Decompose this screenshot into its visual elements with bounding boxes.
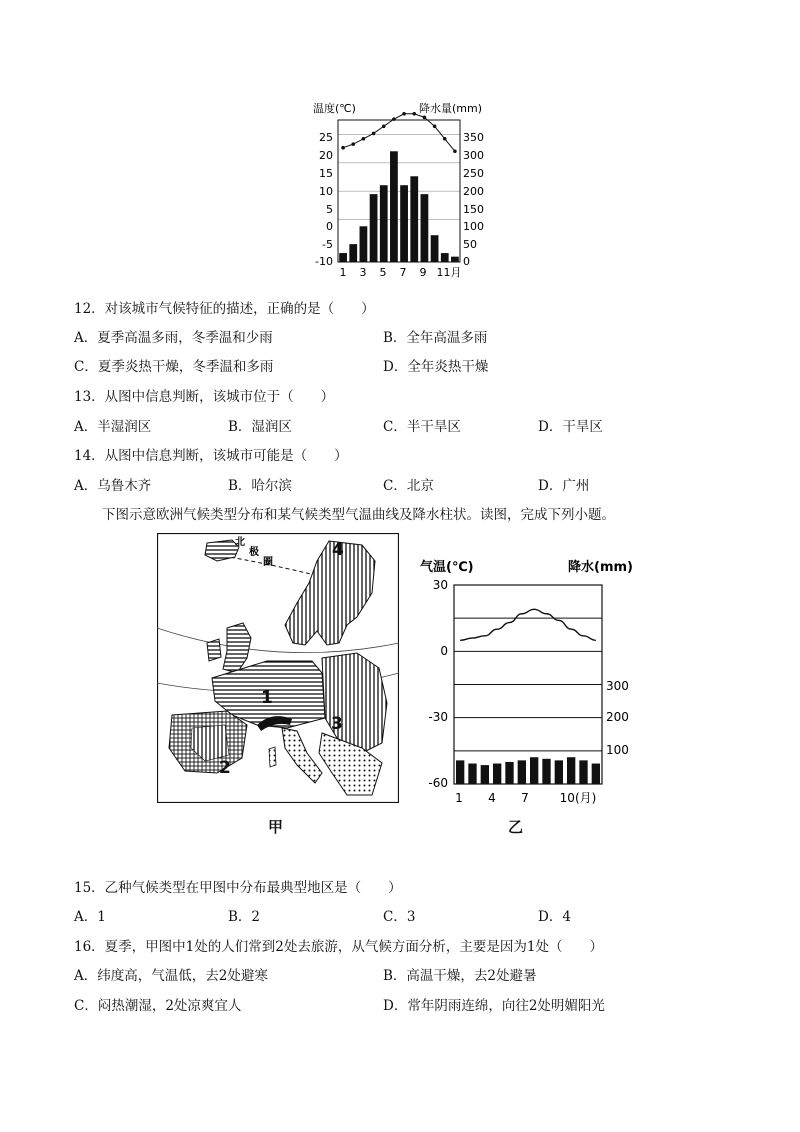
question-12-option-d[interactable]: D．全年炎热干燥 xyxy=(383,359,489,375)
question-12-option-b[interactable]: B．全年高温多雨 xyxy=(383,330,488,346)
chart1-temp-point xyxy=(453,149,457,153)
chart1-x-tick: 11月 xyxy=(436,266,462,279)
chart2-right-tick: 200 xyxy=(606,710,629,724)
chart2-right-tick: 100 xyxy=(606,743,629,757)
chart1-x-tick: 7 xyxy=(399,266,407,279)
chart2-left-tick: -30 xyxy=(428,710,448,724)
chart1-left-axis-title: 温度(℃) xyxy=(313,102,356,115)
chart1-temp-line xyxy=(343,114,455,151)
chart1-x-tick: 9 xyxy=(419,266,427,279)
question-14-option-b[interactable]: B．哈尔滨 xyxy=(228,478,292,494)
chart1-temp-point xyxy=(423,116,427,120)
question-16-stem: 16．夏季，甲图中1处的人们常到2处去旅游，从气候方面分析，主要是因为1处（ ） xyxy=(74,939,603,955)
chart1-left-tick: 15 xyxy=(319,167,333,180)
chart2-right-tick: 300 xyxy=(606,679,629,693)
chart2-precip-bar xyxy=(518,760,526,784)
chart1-precip-bar xyxy=(441,253,449,262)
question-16-option-c[interactable]: C．闷热潮湿，2处凉爽宜人 xyxy=(74,998,242,1014)
chart1-temp-point xyxy=(372,132,376,136)
chart2-caption: 乙 xyxy=(508,818,524,836)
chart2-left-tick: 30 xyxy=(432,578,448,592)
question-13-option-b[interactable]: B．湿润区 xyxy=(228,419,292,435)
question-15-stem: 15．乙种气候类型在甲图中分布最典型地区是（ ） xyxy=(74,880,402,896)
chart2-temp-line xyxy=(460,609,596,640)
question-12-option-c[interactable]: C．夏季炎热干燥，冬季温和多雨 xyxy=(74,359,274,375)
chart1-precip-bar xyxy=(370,194,378,262)
chart1-precip-bar xyxy=(400,185,408,262)
chart1-temp-point xyxy=(412,112,416,116)
question-14-stem: 14．从图中信息判断，该城市可能是（ ） xyxy=(74,448,348,464)
chart2-precip-bar xyxy=(555,760,563,784)
question-14-option-d[interactable]: D．广州 xyxy=(538,478,590,494)
chart1-temp-point xyxy=(443,137,447,141)
chart1-precip-bar xyxy=(451,257,459,262)
chart2-precip-bar xyxy=(456,760,464,784)
chart1-precip-bar xyxy=(360,226,368,262)
arctic-label: 极 xyxy=(249,547,259,558)
chart1-left-tick: -5 xyxy=(322,238,333,251)
chart1-right-tick: 50 xyxy=(463,238,477,251)
chart1-left-tick: 10 xyxy=(319,185,333,198)
question-13-option-a[interactable]: A．半湿润区 xyxy=(74,419,152,435)
chart1-right-tick: 250 xyxy=(463,167,484,180)
chart2-precip-bar xyxy=(592,764,600,784)
chart1-right-tick: 350 xyxy=(463,131,484,144)
arctic-label: 圈 xyxy=(263,557,273,568)
chart1-left-tick: 0 xyxy=(326,220,333,233)
chart2-x-tick: 10(月) xyxy=(559,791,597,805)
question-15-option-c[interactable]: C．3 xyxy=(383,909,416,925)
chart1-right-tick: 200 xyxy=(463,185,484,198)
climate-chart-2 xyxy=(418,554,640,806)
chart1-x-tick: 1 xyxy=(339,266,347,279)
chart1-precip-bar xyxy=(431,235,439,262)
chart2-precip-bar xyxy=(505,762,513,784)
chart2-x-tick: 4 xyxy=(488,791,496,805)
chart1-temp-point xyxy=(362,137,366,141)
question-15-option-d[interactable]: D．4 xyxy=(538,909,571,925)
arctic-label: 北 xyxy=(235,537,245,548)
chart2-precip-bar xyxy=(481,765,489,784)
chart1-right-tick: 0 xyxy=(463,255,470,268)
chart1-temp-point xyxy=(341,146,345,150)
chart2-precip-bar xyxy=(468,764,476,784)
region-label-3: 3 xyxy=(331,714,343,734)
chart2-x-tick: 1 xyxy=(455,791,463,805)
chart2-left-tick: 0 xyxy=(440,644,448,658)
chart2-precip-bar xyxy=(567,757,575,784)
question-16-option-d[interactable]: D．常年阴雨连绵，向往2处明媚阳光 xyxy=(383,998,605,1014)
question-14-option-a[interactable]: A．乌鲁木齐 xyxy=(74,478,152,494)
question-15-option-b[interactable]: B．2 xyxy=(228,909,261,925)
chart1-left-tick: 5 xyxy=(326,203,333,216)
chart1-temp-point xyxy=(402,112,406,116)
chart2-x-tick: 7 xyxy=(521,791,529,805)
region-label-2: 2 xyxy=(219,758,231,778)
section-intro: 下图示意欧洲气候类型分布和某气候类型气温曲线及降水柱状。读图，完成下列小题。 xyxy=(102,507,615,523)
map-caption: 甲 xyxy=(268,818,284,836)
chart1-x-tick: 3 xyxy=(359,266,367,279)
chart1-precip-bar xyxy=(390,151,398,262)
chart2-left-axis-title: 气温(℃) xyxy=(420,560,474,575)
chart1-right-axis-title: 降水量(mm) xyxy=(419,102,483,115)
region-label-4: 4 xyxy=(332,540,344,560)
question-12-option-a[interactable]: A．夏季高温多雨，冬季温和少雨 xyxy=(74,330,273,346)
chart1-precip-bar xyxy=(380,185,388,262)
chart2-precip-bar xyxy=(530,757,538,784)
chart1-precip-bar xyxy=(339,253,347,262)
question-13-stem: 13．从图中信息判断，该城市位于（ ） xyxy=(74,389,335,405)
chart2-left-tick: -60 xyxy=(428,776,448,790)
climate-chart-1 xyxy=(305,98,505,280)
chart1-precip-bar xyxy=(421,194,429,262)
chart2-precip-bar xyxy=(542,759,550,784)
ireland-shape xyxy=(207,639,221,661)
corsica-shape xyxy=(269,747,276,767)
chart1-precip-bar xyxy=(410,176,418,262)
region-label-1: 1 xyxy=(261,688,273,708)
chart1-right-tick: 150 xyxy=(463,203,484,216)
question-13-option-c[interactable]: C．半干旱区 xyxy=(383,419,461,435)
chart1-left-tick: 25 xyxy=(319,131,333,144)
question-15-option-a[interactable]: A．1 xyxy=(74,909,106,925)
chart1-precip-bar xyxy=(349,244,357,262)
chart1-right-tick: 100 xyxy=(463,220,484,233)
chart2-right-axis-title: 降水(mm) xyxy=(568,560,633,575)
chart1-left-tick: -10 xyxy=(315,255,333,268)
chart2-precip-bar xyxy=(579,760,587,784)
question-14-option-c[interactable]: C．北京 xyxy=(383,478,434,494)
chart1-left-tick: 20 xyxy=(319,149,333,162)
chart1-temp-point xyxy=(433,124,437,128)
question-16-option-b[interactable]: B．高温干燥，去2处避暑 xyxy=(383,968,537,984)
question-12-stem: 12．对该城市气候特征的描述，正确的是（ ） xyxy=(74,301,375,317)
chart1-x-tick: 5 xyxy=(379,266,387,279)
chart1-temp-point xyxy=(351,142,355,146)
europe-climate-map xyxy=(157,533,399,803)
question-16-option-a[interactable]: A．纬度高，气温低，去2处避寒 xyxy=(74,968,268,984)
chart1-right-tick: 300 xyxy=(463,149,484,162)
chart1-temp-point xyxy=(382,124,386,128)
chart2-precip-bar xyxy=(493,764,501,784)
question-13-option-d[interactable]: D．干旱区 xyxy=(538,419,603,435)
